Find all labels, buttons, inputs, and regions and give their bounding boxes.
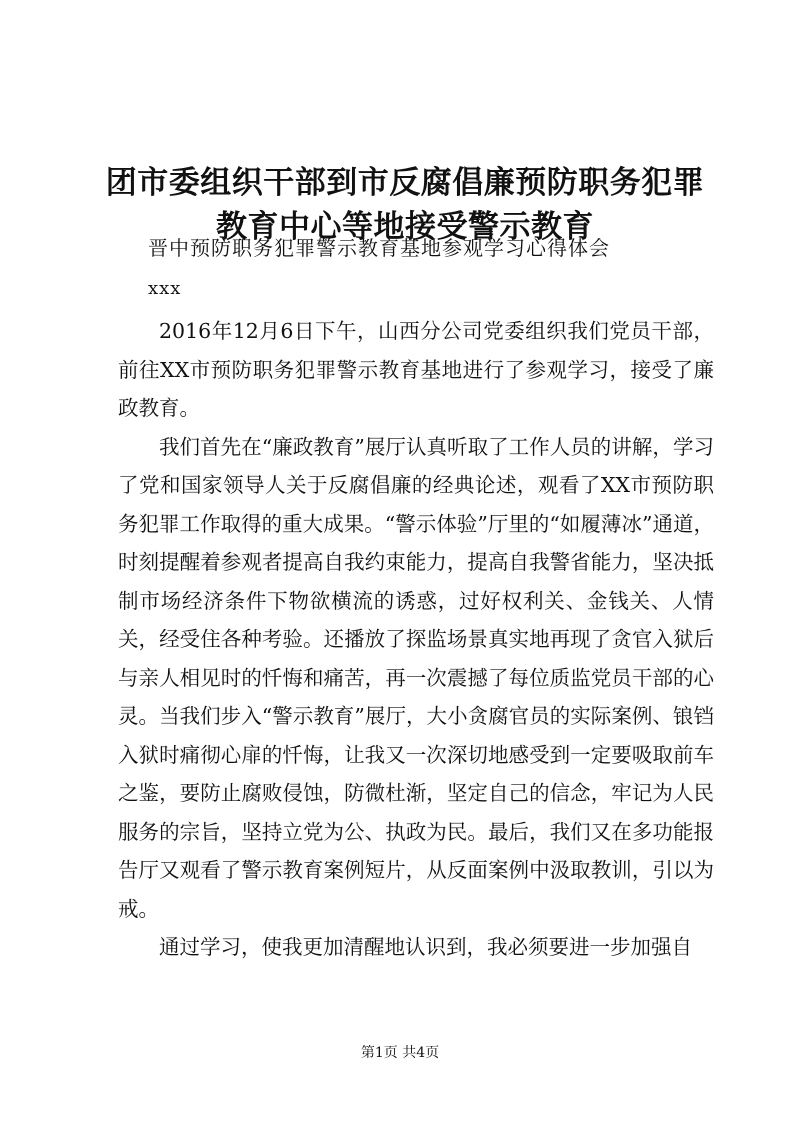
document-author: xxx bbox=[148, 278, 182, 299]
document-body bbox=[118, 312, 714, 967]
document-subtitle: 晋中预防职务犯罪警示教育基地参观学习心得体会 bbox=[148, 236, 610, 260]
body-paragraph: 2016年12月6日下午，山西分公司党委组织我们党员干部，前往XX市预防职务犯罪警示教育基地进行了参观学习，接受了廉政教育。 bbox=[118, 319, 714, 420]
body-paragraph: 我们首先在“廉政教育”展厅认真听取了工作人员的讲解，学习了党和国家领导人关于反腐倡廉的经典论述，观看了XX市预防职务犯罪工作取得的重大成果。“警示体验”厅里的“如履薄冰”通道，时刻提醒着参观者提高自我约束能力，提高自我警省能力，坚决抵制市场经济条件下物欲横流的诱惑，过好权利关、金钱关、人情关，经受住各种考验。还播放了探监场景真实地再现了贪官入狱后与亲人相见时的忏悔和痛苦，再一次震撼了每位质监党员干部的心灵。当我们步入“警示教育”展厅，大小贪腐官员的实际案例、锒铛入狱时痛彻心扉的忏悔，让我又一次深切地感受到一定要吸取前车之鉴，要防止腐败侵蚀，防微杜渐，坚定自己的信念，牢记为人民服务的宗旨，坚持立党为公、执政为民。最后，我们又在多功能报告厅又观看了警示教育案例短片，从反面案例中汲取教训，引以为戒。 bbox=[118, 434, 714, 921]
page-indicator: 第1页 共4页 bbox=[360, 1045, 440, 1061]
document-title: 团市委组织干部到市反腐倡廉预防职务犯罪教育中心等地接受警示教育 bbox=[105, 164, 705, 245]
body-paragraph: 通过学习，使我更加清醒地认识到，我必须要进一步加强自 bbox=[159, 935, 692, 959]
